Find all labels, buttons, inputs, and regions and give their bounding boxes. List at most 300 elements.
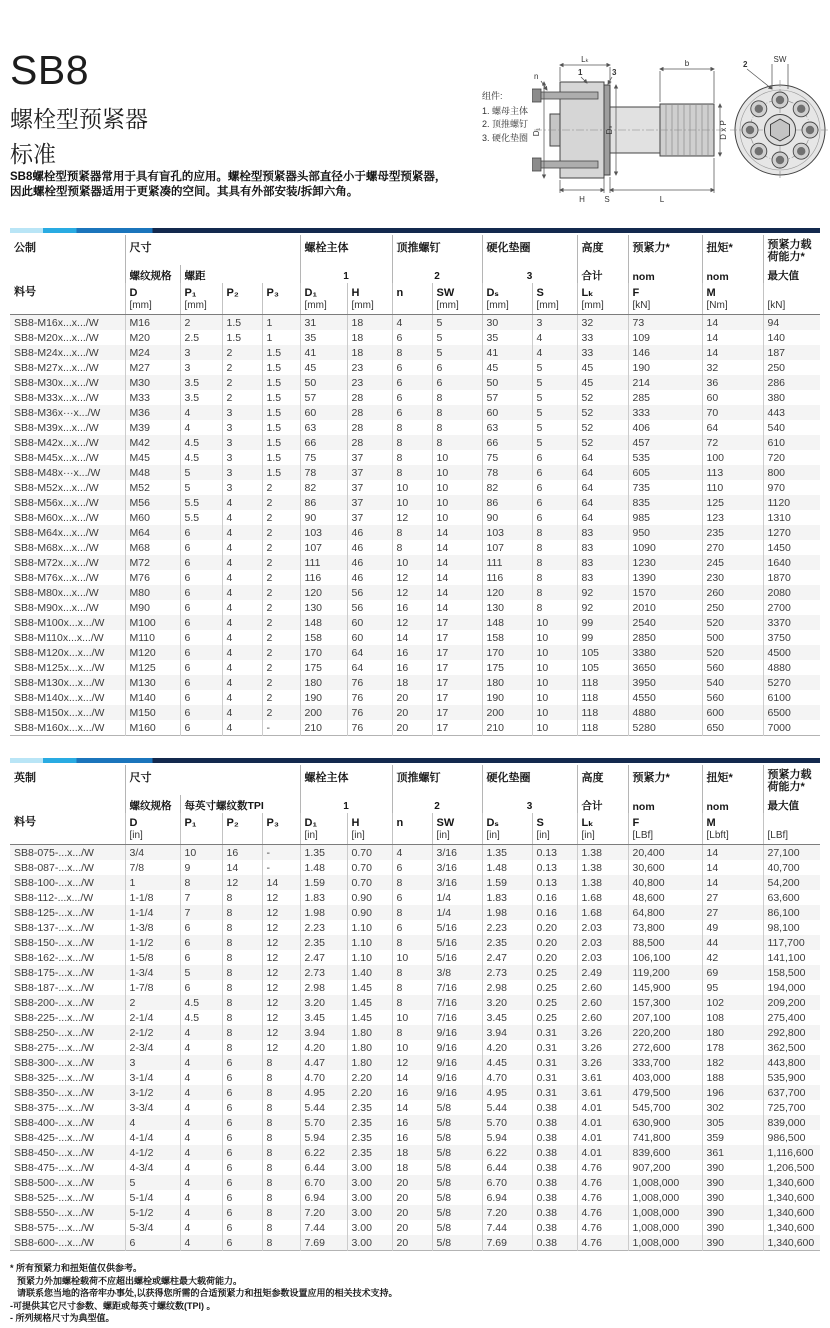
value-cell: 8 (222, 995, 262, 1010)
value-cell: 10 (432, 480, 482, 495)
value-cell: 37 (347, 465, 392, 480)
value-cell: 2 (222, 345, 262, 360)
part-number: SB8-M125x...x.../W (14, 661, 105, 674)
value-cell: 4.45 (482, 1055, 532, 1070)
value-cell: 1120 (763, 495, 820, 510)
table-row (10, 360, 820, 375)
value-cell: 2-3/4 (125, 1040, 180, 1055)
value-cell: 99 (577, 615, 628, 630)
value-cell: 41 (300, 345, 347, 360)
header-cell: H (347, 283, 392, 300)
value-cell: 0.31 (532, 1070, 577, 1085)
header-row (10, 283, 820, 300)
value-cell: 200 (300, 705, 347, 720)
value-cell: 33 (577, 345, 628, 360)
value-cell: 32 (702, 360, 763, 375)
imperial-table (10, 765, 820, 1251)
header-cell: [in] (432, 830, 482, 845)
value-cell: 10 (532, 615, 577, 630)
value-cell: 8 (262, 1175, 300, 1190)
value-cell: 1.68 (577, 890, 628, 905)
value-cell: 907,200 (628, 1160, 702, 1175)
value-cell: 6 (222, 1160, 262, 1175)
value-cell: M42 (125, 435, 180, 450)
ref-label-3: 3 (612, 68, 617, 77)
value-cell: 3380 (628, 645, 702, 660)
value-cell: 5/16 (432, 920, 482, 935)
header-cell: P₂ (222, 813, 262, 830)
value-cell: 8 (222, 950, 262, 965)
value-cell: 6 (180, 920, 222, 935)
value-cell: 4 (180, 1085, 222, 1100)
value-cell: 12 (392, 510, 432, 525)
page-variant: 标准 (10, 141, 56, 167)
value-cell: 28 (347, 420, 392, 435)
value-cell: 3/16 (432, 860, 482, 875)
value-cell: 0.25 (532, 1010, 577, 1025)
dim-label-dxp: D x P (719, 120, 728, 140)
value-cell: M140 (125, 690, 180, 705)
value-cell: 100 (702, 450, 763, 465)
value-cell: 7/8 (125, 860, 180, 875)
value-cell: 102 (702, 995, 763, 1010)
header-cell: 2 (392, 265, 482, 283)
value-cell: 45 (300, 360, 347, 375)
value-cell: 42 (702, 950, 763, 965)
value-cell: 4-1/2 (125, 1145, 180, 1160)
value-cell: 2 (222, 375, 262, 390)
value-cell: M100 (125, 615, 180, 630)
value-cell: 78 (300, 465, 347, 480)
value-cell: 64 (347, 660, 392, 675)
value-cell: 12 (262, 1025, 300, 1040)
value-cell: 78 (482, 465, 532, 480)
ref-label-1: 1 (578, 68, 583, 77)
value-cell: 2 (180, 315, 222, 331)
value-cell: 270 (702, 540, 763, 555)
part-number: SB8-M16x...x.../W (14, 316, 99, 329)
value-cell: 3 (222, 420, 262, 435)
value-cell: 6 (180, 525, 222, 540)
value-cell: 2.03 (577, 920, 628, 935)
value-cell: 1.40 (347, 965, 392, 980)
header-cell: 高度 (577, 235, 628, 265)
table-row (10, 495, 820, 510)
value-cell: 2.35 (347, 1130, 392, 1145)
value-cell: 8 (180, 875, 222, 890)
value-cell: 57 (482, 390, 532, 405)
value-cell: 45 (577, 375, 628, 390)
value-cell: 8 (262, 1055, 300, 1070)
value-cell: 7/16 (432, 995, 482, 1010)
header-cell: P₁ (180, 283, 222, 300)
value-cell: 6 (222, 1220, 262, 1235)
value-cell: 4 (180, 1160, 222, 1175)
part-number: SB8-M24x...x.../W (14, 346, 99, 359)
value-cell: 5.94 (300, 1130, 347, 1145)
value-cell: 140 (763, 330, 820, 345)
value-cell: 44 (702, 935, 763, 950)
value-cell: 986,500 (763, 1130, 820, 1145)
table-row (10, 845, 820, 861)
header-cell: [mm] (347, 300, 392, 315)
part-number: SB8-137-...x.../W (14, 921, 94, 934)
value-cell: 2 (262, 540, 300, 555)
value-cell: 7.44 (300, 1220, 347, 1235)
header-cell: [kN] (628, 300, 702, 315)
header-cell: M (702, 283, 763, 300)
value-cell: 3/16 (432, 845, 482, 861)
value-cell: 8 (222, 980, 262, 995)
header-cell: 合计 (577, 795, 628, 813)
value-cell: 2 (262, 675, 300, 690)
value-cell: 30 (482, 315, 532, 331)
value-cell: 57 (300, 390, 347, 405)
value-cell: 6 (180, 555, 222, 570)
value-cell: 2.03 (577, 950, 628, 965)
value-cell: 46 (347, 570, 392, 585)
header-cell: D₁ (300, 813, 347, 830)
value-cell: 52 (577, 405, 628, 420)
value-cell: 0.31 (532, 1025, 577, 1040)
table-row (10, 1190, 820, 1205)
value-cell: 5 (180, 965, 222, 980)
value-cell: 1,008,000 (628, 1205, 702, 1220)
part-number: SB8-M130x...x.../W (14, 676, 105, 689)
value-cell: 6 (222, 1055, 262, 1070)
value-cell: 4 (222, 600, 262, 615)
part-number: SB8-M150x...x.../W (14, 706, 105, 719)
value-cell: 170 (300, 645, 347, 660)
value-cell: 4 (180, 1145, 222, 1160)
header-cell: Dₛ (482, 813, 532, 830)
value-cell: 8 (432, 405, 482, 420)
value-cell: 37 (347, 510, 392, 525)
value-cell: M90 (125, 600, 180, 615)
value-cell: 4 (392, 845, 432, 861)
value-cell: 560 (702, 660, 763, 675)
header-cell: 1 (300, 795, 392, 813)
value-cell: 110 (702, 480, 763, 495)
value-cell: 76 (347, 720, 392, 736)
header-cell (262, 830, 300, 845)
value-cell: 6 (180, 720, 222, 736)
value-cell: 0.25 (532, 995, 577, 1010)
value-cell: 0.70 (347, 845, 392, 861)
value-cell: 2.60 (577, 980, 628, 995)
value-cell: 103 (300, 525, 347, 540)
value-cell: 82 (300, 480, 347, 495)
value-cell: 361 (702, 1145, 763, 1160)
value-cell: 2080 (763, 585, 820, 600)
header-cell: nom (702, 795, 763, 813)
value-cell: 5.94 (482, 1130, 532, 1145)
value-cell: 200 (482, 705, 532, 720)
value-cell: 37 (347, 450, 392, 465)
value-cell: 3.00 (347, 1205, 392, 1220)
value-cell: 10 (532, 705, 577, 720)
value-cell: 8 (222, 965, 262, 980)
value-cell: 60 (482, 405, 532, 420)
value-cell: 1.10 (347, 935, 392, 950)
value-cell: 66 (482, 435, 532, 450)
value-cell: 16 (392, 1130, 432, 1145)
value-cell: 5/8 (432, 1100, 482, 1115)
value-cell: 610 (763, 435, 820, 450)
value-cell: 8 (262, 1085, 300, 1100)
value-cell: M60 (125, 510, 180, 525)
value-cell: 14 (702, 860, 763, 875)
value-cell: 1.38 (577, 860, 628, 875)
value-cell: 12 (262, 905, 300, 920)
value-cell: 0.38 (532, 1235, 577, 1251)
value-cell: 1.48 (482, 860, 532, 875)
header-cell: [Nm] (702, 300, 763, 315)
components-legend (482, 90, 528, 145)
table-row (10, 570, 820, 585)
value-cell: 4.70 (300, 1070, 347, 1085)
value-cell: M33 (125, 390, 180, 405)
value-cell: 18 (347, 315, 392, 331)
value-cell: 1-3/8 (125, 920, 180, 935)
value-cell: 4 (180, 1130, 222, 1145)
value-cell: 1.35 (482, 845, 532, 861)
part-number: SB8-M36x···x.../W (14, 406, 101, 419)
value-cell: 196 (702, 1085, 763, 1100)
imperial-section (10, 758, 820, 1251)
value-cell: M30 (125, 375, 180, 390)
value-cell: 1-1/8 (125, 890, 180, 905)
header-cell: 螺纹规格 (125, 265, 180, 283)
value-cell: 9 (180, 860, 222, 875)
header-cell: 高度 (577, 765, 628, 795)
value-cell: 37 (347, 480, 392, 495)
front-view (730, 80, 830, 180)
value-cell: 443,800 (763, 1055, 820, 1070)
value-cell: 157,300 (628, 995, 702, 1010)
value-cell: 12 (262, 1010, 300, 1025)
value-cell: 118 (577, 705, 628, 720)
value-cell: 3750 (763, 630, 820, 645)
value-cell: 0.25 (532, 980, 577, 995)
value-cell: 7.44 (482, 1220, 532, 1235)
value-cell: 3.20 (482, 995, 532, 1010)
list-item: 3. 硬化垫圈 (482, 132, 529, 143)
value-cell: 103 (482, 525, 532, 540)
part-number: SB8-M56x...x.../W (14, 496, 99, 509)
value-cell: 46 (347, 555, 392, 570)
value-cell: 6 (532, 465, 577, 480)
value-cell: M24 (125, 345, 180, 360)
value-cell: 3 (222, 450, 262, 465)
product-description (10, 170, 446, 200)
value-cell: 123 (702, 510, 763, 525)
value-cell: 209,200 (763, 995, 820, 1010)
value-cell: M39 (125, 420, 180, 435)
value-cell: 4 (532, 330, 577, 345)
value-cell: 8 (262, 1100, 300, 1115)
value-cell: 6 (392, 920, 432, 935)
value-cell: 650 (702, 720, 763, 736)
header-cell: 预紧力* (628, 235, 702, 265)
value-cell: 1.35 (300, 845, 347, 861)
value-cell: 12 (392, 615, 432, 630)
value-cell: 6.22 (482, 1145, 532, 1160)
value-cell: M52 (125, 480, 180, 495)
value-cell: 69 (702, 965, 763, 980)
value-cell: 1.98 (482, 905, 532, 920)
value-cell: 4500 (763, 645, 820, 660)
header-cell: 1 (300, 265, 392, 283)
value-cell: 2-1/4 (125, 1010, 180, 1025)
value-cell: 3.61 (577, 1085, 628, 1100)
value-cell: 457 (628, 435, 702, 450)
value-cell: 637,700 (763, 1085, 820, 1100)
value-cell: 3-1/2 (125, 1085, 180, 1100)
value-cell: 17 (432, 645, 482, 660)
header-row (10, 813, 820, 830)
value-cell: 30,600 (628, 860, 702, 875)
part-number: SB8-M20x...x.../W (14, 331, 99, 344)
value-cell: 1.45 (347, 980, 392, 995)
value-cell: 28 (347, 435, 392, 450)
value-cell: 20 (392, 1235, 432, 1251)
value-cell: 64 (577, 495, 628, 510)
part-number: SB8-450-...x.../W (14, 1146, 94, 1159)
value-cell: 2.98 (300, 980, 347, 995)
value-cell: 0.13 (532, 845, 577, 861)
value-cell: 333 (628, 405, 702, 420)
value-cell: 1.80 (347, 1025, 392, 1040)
value-cell: 54,200 (763, 875, 820, 890)
header-cell: F (628, 813, 702, 830)
value-cell: 8 (392, 965, 432, 980)
value-cell: 10 (392, 555, 432, 570)
table-row (10, 1145, 820, 1160)
value-cell: 6 (532, 450, 577, 465)
part-number: SB8-400-...x.../W (14, 1116, 94, 1129)
value-cell: 1.5 (262, 375, 300, 390)
value-cell: 8 (392, 540, 432, 555)
table-row (10, 1010, 820, 1025)
table-row (10, 935, 820, 950)
value-cell: 500 (702, 630, 763, 645)
value-cell: 4 (222, 645, 262, 660)
value-cell: 5/8 (432, 1115, 482, 1130)
value-cell: 1-3/4 (125, 965, 180, 980)
header-cell: 尺寸 (125, 235, 300, 265)
value-cell: 2 (262, 480, 300, 495)
header-cell (10, 795, 125, 813)
header-cell: [in] (347, 830, 392, 845)
value-cell: 75 (482, 450, 532, 465)
part-number: SB8-M72x...x.../W (14, 556, 99, 569)
value-cell: 4 (180, 1055, 222, 1070)
value-cell: 3.26 (577, 1055, 628, 1070)
value-cell: 0.31 (532, 1085, 577, 1100)
header-cell (10, 265, 125, 283)
value-cell: 31 (300, 315, 347, 331)
value-cell: 359 (702, 1130, 763, 1145)
value-cell: 6 (222, 1235, 262, 1251)
value-cell: 8 (392, 450, 432, 465)
value-cell: 5 (532, 360, 577, 375)
value-cell: 4 (222, 540, 262, 555)
value-cell: 3 (222, 480, 262, 495)
part-number: SB8-225-...x.../W (14, 1011, 94, 1024)
value-cell: 3.61 (577, 1070, 628, 1085)
value-cell: 10 (532, 690, 577, 705)
value-cell: 1.83 (300, 890, 347, 905)
value-cell: 18 (392, 1145, 432, 1160)
part-number: SB8-200-...x.../W (14, 996, 94, 1009)
value-cell: 6 (392, 390, 432, 405)
table-row (10, 660, 820, 675)
value-cell: 4.76 (577, 1175, 628, 1190)
header-cell (222, 300, 262, 315)
value-cell: M27 (125, 360, 180, 375)
value-cell: 0.38 (532, 1115, 577, 1130)
value-cell: 8 (392, 995, 432, 1010)
header-cell: n (392, 283, 432, 300)
header-cell: 最大值 (763, 265, 820, 283)
value-cell: 14 (432, 570, 482, 585)
value-cell: 1.5 (262, 390, 300, 405)
value-cell: M125 (125, 660, 180, 675)
header-cell: 顶推螺钉 (392, 765, 482, 795)
value-cell: 66 (300, 435, 347, 450)
part-number: SB8-162-...x.../W (14, 951, 94, 964)
value-cell: 6 (180, 950, 222, 965)
accent-bar (10, 228, 820, 233)
value-cell: 12 (222, 875, 262, 890)
value-cell: 8 (532, 585, 577, 600)
value-cell: 20 (392, 1190, 432, 1205)
value-cell: 12 (392, 570, 432, 585)
value-cell: 5 (432, 345, 482, 360)
value-cell: 4 (222, 525, 262, 540)
value-cell: 1 (262, 330, 300, 345)
value-cell: 17 (432, 675, 482, 690)
list-item: * 所有预紧力和扭矩值仅供参考。 (10, 1263, 143, 1273)
value-cell: 8 (432, 420, 482, 435)
value-cell: 4 (180, 1115, 222, 1130)
value-cell: 735 (628, 480, 702, 495)
value-cell: 4.20 (482, 1040, 532, 1055)
list-item: 预紧力外加螺栓载荷不应超出螺栓或螺柱最大载荷能力。 (17, 1275, 243, 1286)
value-cell: 1090 (628, 540, 702, 555)
value-cell: 158 (482, 630, 532, 645)
header-cell: [LBf] (628, 830, 702, 845)
value-cell: 535 (628, 450, 702, 465)
table-row (10, 405, 820, 420)
value-cell: 6.70 (482, 1175, 532, 1190)
value-cell: 210 (300, 720, 347, 736)
value-cell: 6 (180, 570, 222, 585)
value-cell: 0.38 (532, 1190, 577, 1205)
value-cell: 92 (577, 585, 628, 600)
header-cell: 螺栓主体 (300, 235, 392, 265)
value-cell: M48 (125, 465, 180, 480)
value-cell: 175 (482, 660, 532, 675)
value-cell: 3 (532, 315, 577, 331)
ref-label-2: 2 (743, 60, 748, 69)
value-cell: 0.20 (532, 935, 577, 950)
part-number: SB8-125-...x.../W (14, 906, 94, 919)
value-cell: 0.31 (532, 1055, 577, 1070)
value-cell: 2.98 (482, 980, 532, 995)
value-cell: 2.23 (482, 920, 532, 935)
